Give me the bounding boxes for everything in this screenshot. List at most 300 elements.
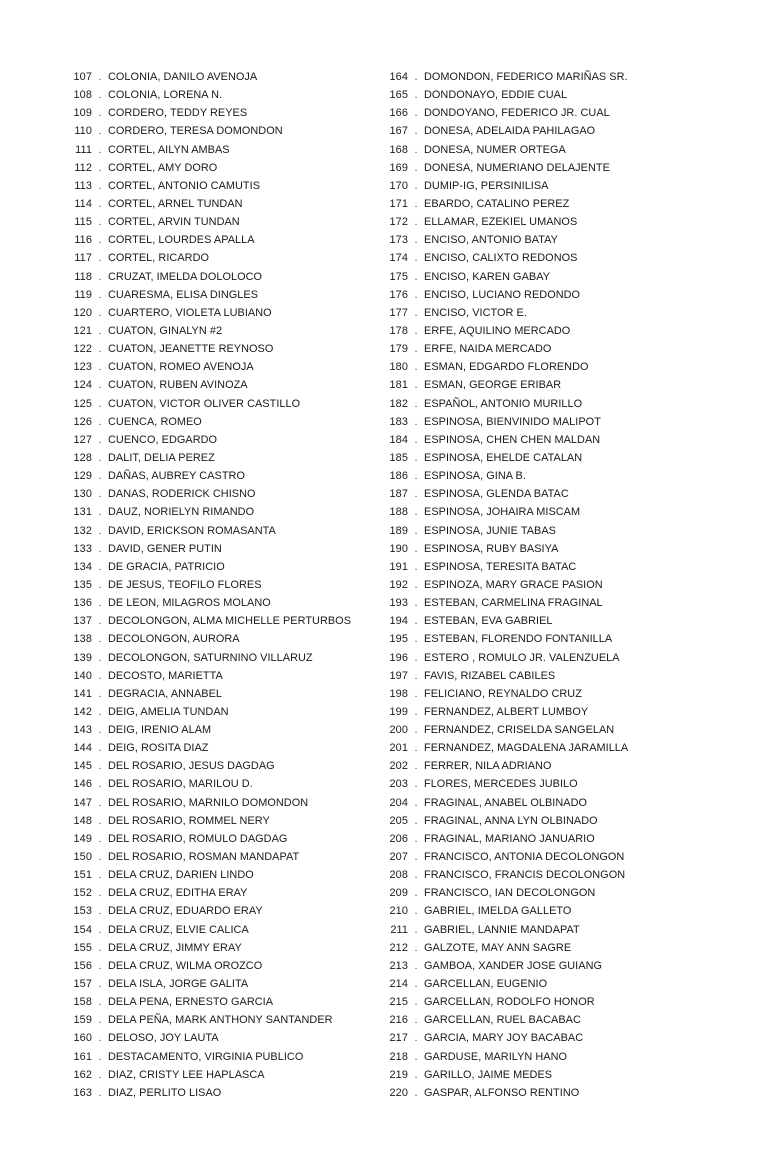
entry-separator: .	[98, 705, 102, 718]
entry-name: GARCELLAN, RUEL BACABAC	[424, 1014, 581, 1027]
roster-entry-row	[62, 286, 378, 304]
roster-entry-row	[378, 884, 708, 902]
roster-entry-row	[378, 830, 708, 848]
roster-entry-row	[62, 1066, 378, 1084]
entry-number: 204	[389, 796, 408, 809]
roster-entry-row	[62, 485, 378, 503]
entry-name: ESPINOSA, JOHAIRA MISCAM	[424, 506, 581, 519]
entry-separator: .	[98, 542, 102, 555]
entry-number: 220	[389, 1086, 408, 1099]
entry-number: 203	[389, 778, 408, 791]
roster-entry-row	[378, 703, 708, 721]
roster-entry-row	[62, 503, 378, 521]
entry-name: ESPINOSA, GLENDA BATAC	[424, 488, 569, 501]
roster-entry-row	[62, 522, 378, 540]
entry-number: 167	[389, 125, 408, 138]
roster-entry-row	[62, 1029, 378, 1047]
entry-separator: .	[414, 179, 418, 192]
entry-separator: .	[414, 288, 418, 301]
entry-number: 157	[73, 978, 92, 991]
entry-name: ENCISO, KAREN GABAY	[424, 270, 551, 283]
entry-number: 147	[73, 796, 92, 809]
entry-number: 214	[389, 978, 408, 991]
entry-number: 123	[73, 361, 92, 374]
entry-name: FRAGINAL, ANNA LYN OLBINADO	[424, 814, 598, 827]
entry-name: CUATON, JEANETTE REYNOSO	[108, 343, 274, 356]
entry-name: DONDONAYO, EDDIE CUAL	[424, 89, 568, 102]
roster-entry-row	[62, 540, 378, 558]
entry-separator: .	[414, 433, 418, 446]
entry-name: ESTEBAN, EVA GABRIEL	[424, 615, 553, 628]
entry-name: DEL ROSARIO, ROSMAN MANDAPAT	[108, 851, 300, 864]
entry-separator: .	[414, 796, 418, 809]
entry-separator: .	[98, 1032, 102, 1045]
roster-entry-row	[378, 902, 708, 920]
entry-name: CUATON, ROMEO AVENOJA	[108, 361, 254, 374]
entry-name: FELICIANO, REYNALDO CRUZ	[424, 687, 582, 700]
entry-number: 191	[389, 560, 408, 573]
entry-number: 210	[389, 905, 408, 918]
entry-separator: .	[414, 89, 418, 102]
entry-separator: .	[98, 633, 102, 646]
entry-name: DELA CRUZ, EDITHA ERAY	[108, 887, 248, 900]
entry-separator: .	[98, 397, 102, 410]
roster-entry-row	[62, 68, 378, 86]
entry-name: ESPINOSA, BIENVINIDO MALIPOT	[424, 415, 601, 428]
entry-separator: .	[414, 1014, 418, 1027]
entry-separator: .	[414, 216, 418, 229]
roster-entry-row	[378, 775, 708, 793]
entry-number: 218	[389, 1050, 408, 1063]
entry-separator: .	[414, 760, 418, 773]
entry-separator: .	[414, 669, 418, 682]
entry-name: CUATON, VICTOR OLIVER CASTILLO	[108, 397, 301, 410]
entry-separator: .	[414, 687, 418, 700]
entry-number: 154	[73, 923, 92, 936]
entry-separator: .	[98, 524, 102, 537]
entry-separator: .	[98, 506, 102, 519]
entry-number: 166	[389, 107, 408, 120]
name-roster	[0, 68, 768, 1102]
entry-number: 128	[73, 451, 92, 464]
roster-entry-row	[62, 866, 378, 884]
entry-number: 189	[389, 524, 408, 537]
entry-name: DUMIP-IG, PERSINILISA	[424, 179, 549, 192]
entry-name: DEL ROSARIO, MARILOU D.	[108, 778, 253, 791]
entry-name: ELLAMAR, EZEKIEL UMANOS	[424, 216, 578, 229]
roster-entry-row	[378, 612, 708, 630]
entry-separator: .	[98, 324, 102, 337]
entry-name: DAVID, GENER PUTIN	[108, 542, 222, 555]
entry-number: 125	[73, 397, 92, 410]
entry-name: GAMBOA, XANDER JOSE GUIANG	[424, 959, 603, 972]
entry-name: DE GRACIA, PATRICIO	[108, 560, 225, 573]
entry-name: CORTEL, AILYN AMBAS	[108, 143, 230, 156]
entry-separator: .	[414, 1086, 418, 1099]
entry-separator: .	[414, 197, 418, 210]
entry-number: 146	[73, 778, 92, 791]
entry-separator: .	[98, 306, 102, 319]
roster-entry-row	[378, 721, 708, 739]
entry-name: ESPINOSA, GINA B.	[424, 470, 526, 483]
entry-separator: .	[414, 832, 418, 845]
roster-entry-row	[378, 667, 708, 685]
entry-name: DE JESUS, TEOFILO FLORES	[108, 578, 262, 591]
entry-name: FAVIS, RIZABEL CABILES	[424, 669, 556, 682]
roster-entry-row	[62, 721, 378, 739]
entry-name: DEL ROSARIO, MARNILO DOMONDON	[108, 796, 309, 809]
entry-name: CUATON, RUBEN AVINOZA	[108, 379, 248, 392]
entry-name: ENCISO, CALIXTO REDONOS	[424, 252, 578, 265]
entry-separator: .	[414, 379, 418, 392]
roster-entry-row	[62, 558, 378, 576]
entry-number: 171	[389, 197, 408, 210]
entry-number: 140	[73, 669, 92, 682]
entry-separator: .	[98, 216, 102, 229]
roster-entry-row	[378, 195, 708, 213]
roster-entry-row	[62, 395, 378, 413]
roster-entry-row	[62, 957, 378, 975]
roster-entry-row	[378, 576, 708, 594]
entry-name: CUARESMA, ELISA DINGLES	[108, 288, 259, 301]
entry-name: COLONIA, DANILO AVENOJA	[108, 71, 258, 83]
entry-separator: .	[414, 578, 418, 591]
entry-name: DECOLONGON, ALMA MICHELLE PERTURBOS	[108, 615, 352, 628]
entry-number: 165	[389, 89, 408, 102]
entry-separator: .	[414, 778, 418, 791]
roster-entry-row	[62, 1084, 378, 1102]
entry-name: CUATON, GINALYN #2	[108, 324, 223, 337]
entry-number: 126	[73, 415, 92, 428]
roster-entry-row	[62, 376, 378, 394]
entry-separator: .	[414, 451, 418, 464]
entry-name: DEL ROSARIO, JESUS DAGDAG	[108, 760, 275, 773]
entry-name: DELOSO, JOY LAUTA	[108, 1032, 219, 1045]
roster-entry-row	[62, 775, 378, 793]
roster-entry-row	[378, 104, 708, 122]
roster-entry-row	[62, 902, 378, 920]
entry-name: FRANCISCO, ANTONIA DECOLONGON	[424, 851, 625, 864]
entry-number: 219	[389, 1068, 408, 1081]
roster-entry-row	[62, 594, 378, 612]
entry-separator: .	[98, 651, 102, 664]
roster-entry-row	[62, 921, 378, 939]
entry-number: 111	[75, 143, 92, 156]
entry-number: 201	[389, 742, 408, 755]
entry-name: GARCELLAN, EUGENIO	[424, 978, 548, 991]
entry-name: GARCELLAN, RODOLFO HONOR	[424, 996, 595, 1009]
entry-separator: .	[98, 923, 102, 936]
roster-entry-row	[62, 177, 378, 195]
roster-entry-row	[378, 322, 708, 340]
entry-separator: .	[98, 887, 102, 900]
entry-separator: .	[414, 506, 418, 519]
entry-name: CORTEL, LOURDES APALLA	[108, 234, 255, 247]
entry-separator: .	[414, 306, 418, 319]
roster-entry-row	[378, 141, 708, 159]
roster-entry-row	[378, 340, 708, 358]
entry-number: 118	[74, 270, 92, 283]
entry-separator: .	[98, 288, 102, 301]
entry-name: DELA ISLA, JORGE GALITA	[108, 978, 249, 991]
entry-separator: .	[98, 578, 102, 591]
entry-number: 195	[389, 633, 408, 646]
roster-entry-row	[378, 993, 708, 1011]
entry-separator: .	[414, 397, 418, 410]
entry-separator: .	[98, 959, 102, 972]
roster-entry-row	[62, 104, 378, 122]
entry-name: FERNANDEZ, ALBERT LUMBOY	[424, 705, 589, 718]
entry-number: 186	[389, 470, 408, 483]
entry-name: FERNANDEZ, CRISELDA SANGELAN	[424, 724, 615, 737]
entry-separator: .	[414, 524, 418, 537]
roster-entry-row	[62, 159, 378, 177]
entry-name: GARDUSE, MARILYN HANO	[424, 1050, 568, 1063]
entry-number: 213	[389, 959, 408, 972]
entry-name: DEIG, IRENIO ALAM	[108, 724, 212, 737]
entry-separator: .	[98, 161, 102, 174]
entry-name: DEIG, ROSITA DIAZ	[108, 742, 209, 755]
roster-entry-row	[378, 485, 708, 503]
entry-name: FERRER, NILA ADRIANO	[424, 760, 552, 773]
entry-name: CUARTERO, VIOLETA LUBIANO	[108, 306, 272, 319]
entry-name: DECOLONGON, AURORA	[108, 633, 240, 646]
entry-name: ESPINOSA, RUBY BASIYA	[424, 542, 559, 555]
entry-number: 194	[389, 615, 408, 628]
roster-entry-row	[62, 304, 378, 322]
entry-name: ENCISO, ANTONIO BATAY	[424, 234, 558, 247]
entry-name: ESTERO , ROMULO JR. VALENZUELA	[424, 651, 620, 664]
entry-separator: .	[414, 1050, 418, 1063]
roster-entry-row	[62, 939, 378, 957]
entry-name: DELA CRUZ, JIMMY ERAY	[108, 941, 242, 954]
entry-separator: .	[98, 415, 102, 428]
entry-name: ESPINOSA, EHELDE CATALAN	[424, 451, 583, 464]
roster-entry-row	[62, 757, 378, 775]
entry-separator: .	[414, 633, 418, 646]
roster-entry-row	[378, 213, 708, 231]
entry-number: 149	[73, 832, 92, 845]
entry-name: DAÑAS, AUBREY CASTRO	[108, 470, 245, 483]
entry-name: ESPINOZA, MARY GRACE PASION	[424, 578, 603, 591]
entry-number: 121	[73, 324, 92, 337]
entry-number: 113	[74, 179, 92, 192]
roster-entry-row	[378, 177, 708, 195]
entry-name: DELA CRUZ, DARIEN LINDO	[108, 869, 254, 882]
entry-name: DELA CRUZ, ELVIE CALICA	[108, 923, 249, 936]
entry-name: DANAS, RODERICK CHISNO	[108, 488, 256, 501]
roster-entry-row	[378, 159, 708, 177]
entry-number: 177	[389, 306, 408, 319]
entry-name: CRUZAT, IMELDA DOLOLOCO	[108, 270, 263, 283]
entry-number: 107	[73, 71, 92, 83]
entry-name: GABRIEL, LANNIE MANDAPAT	[424, 923, 580, 936]
entry-name: ENCISO, LUCIANO REDONDO	[424, 288, 581, 301]
roster-entry-row	[62, 612, 378, 630]
entry-separator: .	[98, 687, 102, 700]
roster-entry-row	[378, 231, 708, 249]
roster-entry-row	[62, 413, 378, 431]
entry-number: 160	[73, 1032, 92, 1045]
entry-name: CORDERO, TERESA DOMONDON	[108, 125, 283, 138]
entry-number: 181	[389, 379, 408, 392]
roster-entry-row	[62, 231, 378, 249]
entry-name: CORDERO, TEDDY REYES	[108, 107, 248, 120]
roster-entry-row	[62, 993, 378, 1011]
entry-number: 109	[73, 107, 92, 120]
entry-number: 179	[389, 343, 408, 356]
entry-name: DOMONDON, FEDERICO MARIÑAS SR.	[424, 71, 628, 83]
entry-separator: .	[414, 161, 418, 174]
entry-number: 108	[73, 89, 92, 102]
entry-separator: .	[98, 451, 102, 464]
entry-name: DAUZ, NORIELYN RIMANDO	[108, 506, 255, 519]
entry-name: ESTEBAN, CARMELINA FRAGINAL	[424, 597, 603, 610]
entry-separator: .	[98, 197, 102, 210]
roster-entry-row	[378, 739, 708, 757]
entry-number: 143	[73, 724, 92, 737]
entry-separator: .	[98, 179, 102, 192]
entry-number: 161	[73, 1050, 92, 1063]
entry-separator: .	[98, 978, 102, 991]
roster-entry-row	[378, 376, 708, 394]
entry-number: 196	[389, 651, 408, 664]
entry-separator: .	[98, 814, 102, 827]
entry-separator: .	[98, 1050, 102, 1063]
roster-entry-row	[62, 1011, 378, 1029]
entry-number: 137	[73, 615, 92, 628]
roster-entry-row	[378, 449, 708, 467]
entry-name: DONESA, NUMER ORTEGA	[424, 143, 566, 156]
entry-name: ESPINOSA, CHEN CHEN MALDAN	[424, 433, 601, 446]
roster-entry-row	[62, 358, 378, 376]
entry-name: FERNANDEZ, MAGDALENA JARAMILLA	[424, 742, 629, 755]
entry-separator: .	[98, 760, 102, 773]
roster-entry-row	[62, 467, 378, 485]
entry-separator: .	[98, 252, 102, 265]
entry-name: CORTEL, ANTONIO CAMUTIS	[108, 179, 261, 192]
entry-separator: .	[414, 470, 418, 483]
entry-separator: .	[98, 470, 102, 483]
roster-entry-row	[62, 649, 378, 667]
roster-entry-row	[378, 522, 708, 540]
roster-entry-row	[378, 1084, 708, 1102]
roster-entry-row	[62, 794, 378, 812]
entry-number: 188	[389, 506, 408, 519]
entry-name: DIAZ, CRISTY LEE HAPLASCA	[108, 1068, 265, 1081]
entry-separator: .	[98, 1086, 102, 1099]
entry-number: 200	[389, 724, 408, 737]
entry-separator: .	[98, 488, 102, 501]
roster-entry-row	[62, 86, 378, 104]
entry-number: 215	[389, 996, 408, 1009]
entry-separator: .	[414, 869, 418, 882]
roster-entry-row	[378, 395, 708, 413]
roster-entry-row	[62, 884, 378, 902]
roster-entry-row	[378, 975, 708, 993]
entry-separator: .	[414, 615, 418, 628]
entry-separator: .	[414, 996, 418, 1009]
entry-name: GABRIEL, IMELDA GALLETO	[424, 905, 572, 918]
entry-number: 110	[74, 125, 92, 138]
entry-name: COLONIA, LORENA N.	[108, 89, 223, 102]
entry-separator: .	[98, 107, 102, 120]
entry-name: CORTEL, RICARDO	[108, 252, 209, 265]
entry-separator: .	[414, 324, 418, 337]
entry-separator: .	[414, 887, 418, 900]
entry-separator: .	[414, 814, 418, 827]
entry-number: 141	[73, 687, 92, 700]
roster-entry-row	[62, 449, 378, 467]
entry-number: 212	[389, 941, 408, 954]
entry-number: 168	[389, 143, 408, 156]
entry-name: ESMAN, GEORGE ERIBAR	[424, 379, 562, 392]
entry-number: 150	[73, 851, 92, 864]
roster-entry-row	[62, 975, 378, 993]
entry-separator: .	[414, 71, 418, 83]
entry-separator: .	[414, 234, 418, 247]
entry-number: 197	[389, 669, 408, 682]
entry-number: 148	[73, 814, 92, 827]
entry-name: FRAGINAL, ANABEL OLBINADO	[424, 796, 588, 809]
entry-separator: .	[98, 996, 102, 1009]
roster-entry-row	[378, 467, 708, 485]
roster-entry-row	[62, 195, 378, 213]
entry-separator: .	[98, 270, 102, 283]
roster-entry-row	[378, 630, 708, 648]
entry-number: 193	[389, 597, 408, 610]
roster-entry-row	[378, 794, 708, 812]
roster-entry-row	[378, 1048, 708, 1066]
entry-name: DE LEON, MILAGROS MOLANO	[108, 597, 271, 610]
roster-entry-row	[378, 503, 708, 521]
roster-entry-row	[62, 141, 378, 159]
entry-separator: .	[98, 433, 102, 446]
entry-number: 138	[73, 633, 92, 646]
roster-entry-row	[62, 667, 378, 685]
entry-name: DELA PEÑA, MARK ANTHONY SANTANDER	[108, 1014, 333, 1027]
entry-name: CORTEL, AMY DORO	[108, 161, 218, 174]
entry-number: 178	[389, 324, 408, 337]
entry-name: FLORES, MERCEDES JUBILO	[424, 778, 578, 791]
entry-number: 202	[389, 760, 408, 773]
entry-separator: .	[414, 905, 418, 918]
entry-name: ESPAÑOL, ANTONIO MURILLO	[424, 397, 583, 410]
entry-name: EBARDO, CATALINO PEREZ	[424, 197, 570, 210]
entry-separator: .	[414, 343, 418, 356]
entry-separator: .	[414, 742, 418, 755]
roster-entry-row	[62, 122, 378, 140]
entry-name: GALZOTE, MAY ANN SAGRE	[424, 941, 572, 954]
entry-number: 134	[73, 560, 92, 573]
roster-entry-row	[62, 213, 378, 231]
entry-number: 216	[389, 1014, 408, 1027]
entry-number: 151	[73, 869, 92, 882]
entry-separator: .	[414, 252, 418, 265]
entry-separator: .	[414, 488, 418, 501]
entry-separator: .	[414, 1032, 418, 1045]
entry-number: 180	[389, 361, 408, 374]
roster-entry-row	[378, 649, 708, 667]
entry-number: 163	[73, 1086, 92, 1099]
roster-entry-row	[378, 1029, 708, 1047]
entry-name: ESPINOSA, TERESITA BATAC	[424, 560, 577, 573]
roster-entry-row	[378, 286, 708, 304]
entry-separator: .	[98, 851, 102, 864]
entry-number: 132	[73, 524, 92, 537]
entry-separator: .	[98, 669, 102, 682]
entry-number: 120	[73, 306, 92, 319]
